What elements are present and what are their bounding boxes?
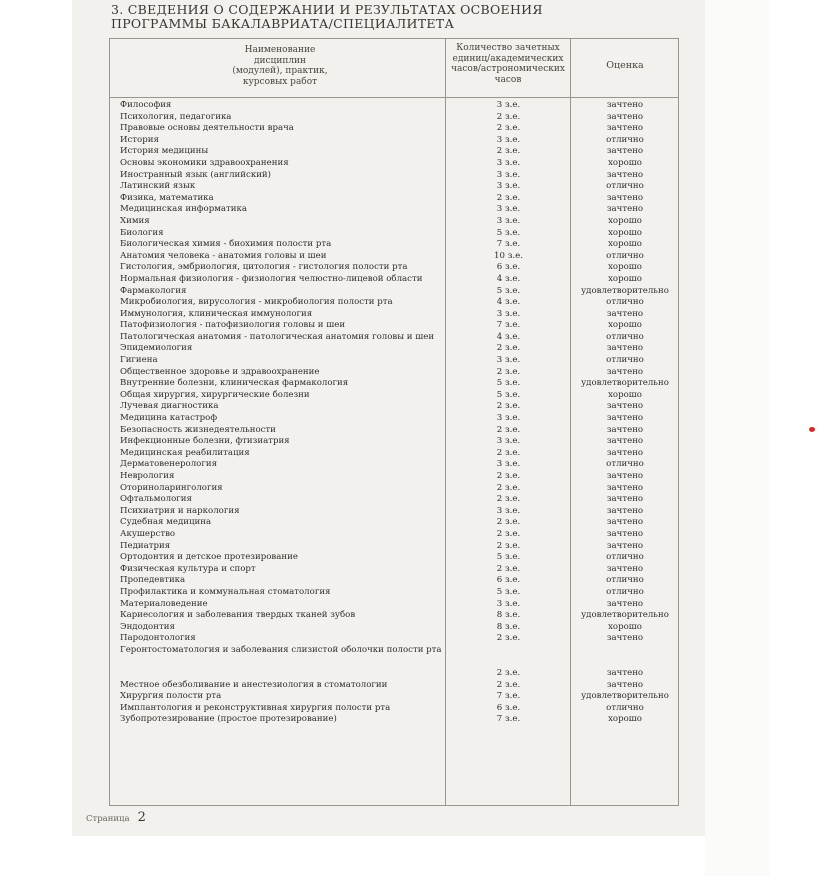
credit-units: 2 з.е. bbox=[496, 366, 521, 377]
table-row bbox=[110, 436, 680, 448]
grade-value: отлично bbox=[606, 702, 644, 713]
credit-units: 3 з.е. bbox=[496, 459, 521, 470]
credit-units: 2 з.е. bbox=[496, 146, 521, 157]
header-divider bbox=[110, 97, 678, 98]
results-table bbox=[109, 38, 679, 806]
header-grade: Оценка bbox=[606, 60, 644, 71]
discipline-name: Медицинская информатика bbox=[120, 204, 247, 215]
section-heading bbox=[111, 3, 671, 31]
credit-units: 3 з.е. bbox=[496, 413, 521, 424]
discipline-name: Фармакология bbox=[120, 285, 187, 296]
table-row bbox=[110, 146, 680, 158]
discipline-name: Профилактика и коммунальная стоматология bbox=[120, 586, 331, 597]
grade-value: зачтено bbox=[606, 111, 644, 122]
table-row bbox=[110, 471, 680, 483]
grade-value: хорошо bbox=[608, 215, 642, 226]
credit-units: 7 з.е. bbox=[496, 239, 521, 250]
discipline-name: Дерматовенерология bbox=[120, 459, 218, 470]
table-row bbox=[110, 587, 680, 599]
discipline-name: Микробиология, вирусология - микробиология полости рта bbox=[120, 297, 393, 308]
discipline-name: Психология, педагогика bbox=[120, 111, 232, 122]
grade-value: хорошо bbox=[608, 262, 642, 273]
discipline-name: Внутренние болезни, клиническая фармакология bbox=[120, 378, 349, 389]
grade-value: зачтено bbox=[606, 308, 644, 319]
table-body bbox=[110, 100, 680, 726]
discipline-name: Общественное здоровье и здравоохранение bbox=[120, 366, 320, 377]
credit-units: 2 з.е. bbox=[496, 447, 521, 458]
discipline-name: Эпидемиология bbox=[120, 343, 193, 354]
page-label: Страница bbox=[86, 814, 130, 824]
grade-value: хорошо bbox=[608, 320, 642, 331]
discipline-name: Безопасность жизнедеятельности bbox=[120, 424, 276, 435]
red-dot-mark bbox=[809, 427, 815, 432]
credit-units: 2 з.е. bbox=[496, 424, 521, 435]
table-row bbox=[110, 378, 680, 390]
grade-value: хорошо bbox=[608, 227, 642, 238]
discipline-name: Пропедевтика bbox=[120, 575, 186, 586]
credit-units: 3 з.е. bbox=[496, 204, 521, 215]
grade-value: зачтено bbox=[606, 679, 644, 690]
discipline-name: Физическая культура и спорт bbox=[120, 563, 256, 574]
discipline-name: Анатомия человека - анатомия головы и шеи bbox=[120, 250, 327, 261]
discipline-name: Общая хирургия, хирургические болезни bbox=[120, 389, 310, 400]
table-row bbox=[110, 413, 680, 425]
table-row bbox=[110, 564, 680, 576]
grade-value: удовлетворительно bbox=[581, 285, 669, 296]
grade-value: отлично bbox=[606, 331, 644, 342]
credit-units: 7 з.е. bbox=[496, 320, 521, 331]
right-margin-band bbox=[705, 0, 770, 876]
grade-value: зачтено bbox=[606, 100, 644, 110]
table-row bbox=[110, 193, 680, 205]
discipline-name: Геронтостоматология и заболевания слизистой оболочки полости рта bbox=[120, 644, 442, 655]
discipline-name: Иммунология, клиническая иммунология bbox=[120, 308, 313, 319]
grade-value: зачтено bbox=[606, 413, 644, 424]
credit-units: 3 з.е. bbox=[496, 100, 521, 110]
credit-units: 5 з.е. bbox=[496, 552, 521, 563]
grade-value: зачтено bbox=[606, 204, 644, 215]
discipline-name: Нормальная физиология - физиология челюстно-лицевой области bbox=[120, 273, 423, 284]
table-row bbox=[110, 552, 680, 564]
discipline-name: Имплантология и реконструктивная хирургия полости рта bbox=[120, 702, 391, 713]
credit-units: 3 з.е. bbox=[496, 181, 521, 192]
discipline-name: Акушерство bbox=[120, 528, 176, 539]
grade-value: хорошо bbox=[608, 273, 642, 284]
grade-value: отлично bbox=[606, 459, 644, 470]
table-row bbox=[110, 251, 680, 263]
table-row bbox=[110, 297, 680, 309]
credit-units: 3 з.е. bbox=[496, 505, 521, 516]
discipline-name: Инфекционные болезни, фтизиатрия bbox=[120, 436, 290, 447]
grade-value: хорошо bbox=[608, 157, 642, 168]
discipline-name: Биология bbox=[120, 227, 164, 238]
table-row bbox=[110, 309, 680, 321]
table-row bbox=[110, 204, 680, 216]
table-row bbox=[110, 228, 680, 240]
credit-units: 5 з.е. bbox=[496, 378, 521, 389]
credit-units: 3 з.е. bbox=[496, 134, 521, 145]
credit-units: 7 з.е. bbox=[496, 714, 521, 725]
table-row bbox=[110, 541, 680, 553]
table-row bbox=[110, 181, 680, 193]
discipline-name: Основы экономики здравоохранения bbox=[120, 157, 289, 168]
credit-units: 2 з.е. bbox=[496, 679, 521, 690]
grade-value: удовлетворительно bbox=[581, 691, 669, 702]
grade-value: отлично bbox=[606, 575, 644, 586]
table-row bbox=[110, 494, 680, 506]
credit-units: 3 з.е. bbox=[496, 355, 521, 366]
table-row bbox=[110, 274, 680, 286]
header-discipline: Наименование дисциплин (модулей), практик, курсовых работ bbox=[232, 45, 328, 87]
table-row bbox=[110, 332, 680, 344]
grade-value: зачтено bbox=[606, 146, 644, 157]
table-row bbox=[110, 703, 680, 715]
discipline-name: Латинский язык bbox=[120, 181, 196, 192]
table-row bbox=[110, 668, 680, 680]
table-row bbox=[110, 691, 680, 703]
discipline-name: Зубопротезирование (простое протезирование) bbox=[120, 714, 337, 725]
discipline-name: История bbox=[120, 134, 159, 145]
table-row bbox=[110, 425, 680, 437]
discipline-name: Ортодонтия и детское протезирование bbox=[120, 552, 298, 563]
discipline-name: Гистология, эмбриология, цитология - гистология полости рта bbox=[120, 262, 408, 273]
credit-units: 7 з.е. bbox=[496, 691, 521, 702]
discipline-name: Биологическая химия - биохимия полости рта bbox=[120, 239, 332, 250]
credit-units: 4 з.е. bbox=[496, 331, 521, 342]
discipline-name: Офтальмология bbox=[120, 494, 192, 505]
credit-units: 2 з.е. bbox=[496, 123, 521, 134]
credit-units: 2 з.е. bbox=[496, 563, 521, 574]
discipline-name: Психиатрия и наркология bbox=[120, 505, 240, 516]
credit-units: 2 з.е. bbox=[496, 482, 521, 493]
discipline-name: Пародонтология bbox=[120, 633, 196, 644]
credit-units: 4 з.е. bbox=[496, 297, 521, 308]
grade-value: отлично bbox=[606, 297, 644, 308]
credit-units: 3 з.е. bbox=[496, 215, 521, 226]
grade-value: зачтено bbox=[606, 447, 644, 458]
table-row bbox=[110, 355, 680, 367]
credit-units: 3 з.е. bbox=[496, 308, 521, 319]
heading-line-1: 3. СВЕДЕНИЯ О СОДЕРЖАНИИ И РЕЗУЛЬТАТАХ ОСВОЕНИЯ bbox=[111, 2, 543, 17]
grade-value: зачтено bbox=[606, 494, 644, 505]
table-row bbox=[110, 239, 680, 251]
table-row bbox=[110, 483, 680, 495]
grade-value: отлично bbox=[606, 250, 644, 261]
table-row bbox=[110, 517, 680, 529]
grade-value: зачтено bbox=[606, 505, 644, 516]
table-row bbox=[110, 448, 680, 460]
grade-value: хорошо bbox=[608, 714, 642, 725]
discipline-name: Местное обезболивание и анестезиология в стоматологии bbox=[120, 679, 388, 690]
credit-units: 2 з.е. bbox=[496, 517, 521, 528]
credit-units: 2 з.е. bbox=[496, 401, 521, 412]
discipline-name: Хирургия полости рта bbox=[120, 691, 222, 702]
discipline-name: Физика, математика bbox=[120, 192, 214, 203]
grade-value: зачтено bbox=[606, 343, 644, 354]
table-row bbox=[110, 714, 680, 726]
grade-value: зачтено bbox=[606, 436, 644, 447]
credit-units: 5 з.е. bbox=[496, 227, 521, 238]
table-row bbox=[110, 401, 680, 413]
grade-value: отлично bbox=[606, 586, 644, 597]
table-row bbox=[110, 622, 680, 634]
credit-units: 2 з.е. bbox=[496, 343, 521, 354]
table-row bbox=[110, 123, 680, 135]
discipline-name: Эндодонтия bbox=[120, 621, 175, 632]
table-row bbox=[110, 100, 680, 112]
grade-value: зачтено bbox=[606, 482, 644, 493]
table-row bbox=[110, 390, 680, 402]
grade-value: отлично bbox=[606, 552, 644, 563]
discipline-name: Лучевая диагностика bbox=[120, 401, 219, 412]
grade-value: отлично bbox=[606, 134, 644, 145]
grade-value: хорошо bbox=[608, 389, 642, 400]
credit-units: 4 з.е. bbox=[496, 273, 521, 284]
discipline-name: Медицинская реабилитация bbox=[120, 447, 250, 458]
header-credits: Количество зачетных единиц/академических часов/астрономических часов bbox=[451, 43, 565, 85]
grade-value: зачтено bbox=[606, 366, 644, 377]
grade-value: отлично bbox=[606, 181, 644, 192]
table-row bbox=[110, 112, 680, 124]
credit-units: 10 з.е. bbox=[494, 250, 523, 261]
table-row bbox=[110, 216, 680, 228]
table-row bbox=[110, 367, 680, 379]
grade-value: зачтено bbox=[606, 563, 644, 574]
grade-value: удовлетворительно bbox=[581, 610, 669, 621]
discipline-name: Гигиена bbox=[120, 355, 158, 366]
discipline-name: Материаловедение bbox=[120, 598, 208, 609]
grade-value: зачтено bbox=[606, 123, 644, 134]
grade-value: зачтено bbox=[606, 528, 644, 539]
grade-value: зачтено bbox=[606, 401, 644, 412]
discipline-name: Оториноларингология bbox=[120, 482, 223, 493]
discipline-name: Кариесология и заболевания твердых тканей зубов bbox=[120, 610, 356, 621]
credit-units: 2 з.е. bbox=[496, 111, 521, 122]
grade-value: зачтено bbox=[606, 668, 644, 679]
credit-units: 2 з.е. bbox=[496, 471, 521, 481]
page-footer bbox=[86, 810, 146, 825]
credit-units: 2 з.е. bbox=[496, 528, 521, 539]
grade-value: удовлетворительно bbox=[581, 378, 669, 389]
table-row bbox=[110, 599, 680, 611]
credit-units: 6 з.е. bbox=[496, 262, 521, 273]
credit-units: 3 з.е. bbox=[496, 169, 521, 180]
heading-line-2: ПРОГРАММЫ БАКАЛАВРИАТА/СПЕЦИАЛИТЕТА bbox=[111, 16, 455, 31]
discipline-name: Патофизиология - патофизиология головы и шеи bbox=[120, 320, 346, 331]
credit-units: 8 з.е. bbox=[496, 610, 521, 621]
table-row bbox=[110, 633, 680, 645]
grade-value: зачтено bbox=[606, 540, 644, 551]
discipline-name: Философия bbox=[120, 100, 172, 110]
discipline-name: Неврология bbox=[120, 471, 175, 481]
discipline-name: Судебная медицина bbox=[120, 517, 212, 528]
credit-units: 5 з.е. bbox=[496, 389, 521, 400]
discipline-name: Медицина катастроф bbox=[120, 413, 218, 424]
credit-units: 2 з.е. bbox=[496, 192, 521, 203]
grade-value: зачтено bbox=[606, 169, 644, 180]
discipline-name: Химия bbox=[120, 215, 150, 226]
grade-value: зачтено bbox=[606, 517, 644, 528]
table-row bbox=[110, 158, 680, 170]
table-row bbox=[110, 262, 680, 274]
discipline-name: Патологическая анатомия - патологическая анатомия головы и шеи bbox=[120, 331, 435, 342]
page-number: 2 bbox=[137, 810, 146, 825]
table-row bbox=[110, 610, 680, 622]
credit-units: 3 з.е. bbox=[496, 436, 521, 447]
table-row bbox=[110, 506, 680, 518]
grade-value: отлично bbox=[606, 355, 644, 366]
credit-units: 3 з.е. bbox=[496, 598, 521, 609]
grade-value: хорошо bbox=[608, 621, 642, 632]
credit-units: 5 з.е. bbox=[496, 586, 521, 597]
table-row bbox=[110, 135, 680, 147]
credit-units: 3 з.е. bbox=[496, 157, 521, 168]
credit-units: 2 з.е. bbox=[496, 633, 521, 644]
grade-value: зачтено bbox=[606, 192, 644, 203]
table-row bbox=[110, 286, 680, 298]
table-row bbox=[110, 575, 680, 587]
discipline-name: Правовые основы деятельности врача bbox=[120, 123, 294, 134]
grade-value: зачтено bbox=[606, 424, 644, 435]
grade-value: зачтено bbox=[606, 598, 644, 609]
table-row bbox=[110, 320, 680, 332]
table-row bbox=[110, 459, 680, 471]
credit-units: 2 з.е. bbox=[496, 540, 521, 551]
grade-value: хорошо bbox=[608, 239, 642, 250]
table-row bbox=[110, 680, 680, 692]
credit-units: 2 з.е. bbox=[496, 668, 521, 679]
credit-units: 5 з.е. bbox=[496, 285, 521, 296]
grade-value: зачтено bbox=[606, 471, 644, 481]
table-row bbox=[110, 645, 680, 668]
table-row bbox=[110, 343, 680, 355]
discipline-name: Иностранный язык (английский) bbox=[120, 169, 272, 180]
discipline-name: История медицины bbox=[120, 146, 209, 157]
credit-units: 6 з.е. bbox=[496, 702, 521, 713]
credit-units: 8 з.е. bbox=[496, 621, 521, 632]
table-row bbox=[110, 529, 680, 541]
credit-units: 6 з.е. bbox=[496, 575, 521, 586]
credit-units: 2 з.е. bbox=[496, 494, 521, 505]
grade-value: зачтено bbox=[606, 633, 644, 644]
table-row bbox=[110, 170, 680, 182]
discipline-name: Педиатрия bbox=[120, 540, 171, 551]
